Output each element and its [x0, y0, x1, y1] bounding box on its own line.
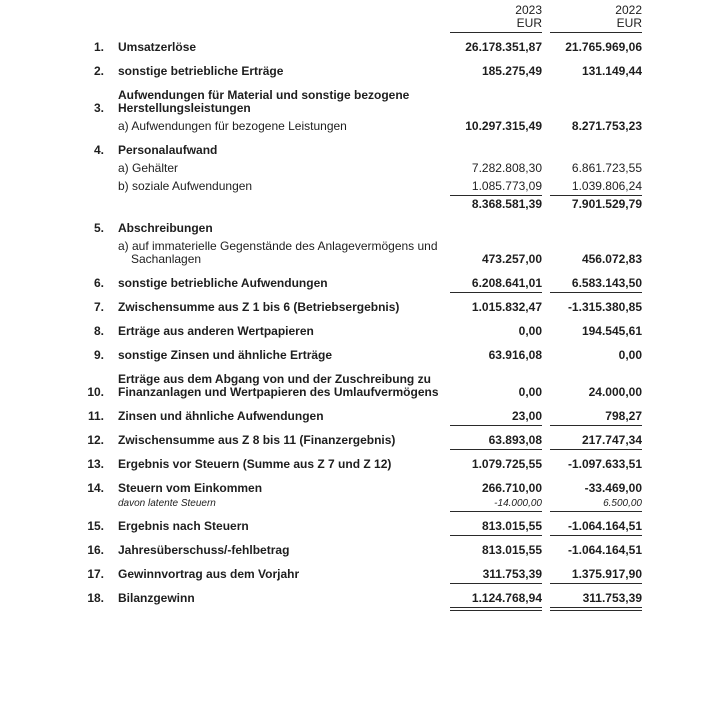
year-2022-label: 2022 — [615, 3, 642, 17]
row-number — [81, 508, 104, 512]
currency-2022-label: EUR — [616, 16, 642, 30]
row-label-line: Herstellungsleistungen — [118, 101, 251, 115]
column-headers — [81, 4, 720, 33]
row-label — [104, 520, 444, 536]
row-number: 4. — [93, 143, 104, 157]
value-2023: 26.178.351,87 — [465, 40, 542, 54]
value-2023: 6.208.641,01 — [444, 277, 542, 293]
row-label — [104, 349, 444, 365]
row-label-line: sonstige betriebliche Aufwendungen — [118, 276, 328, 290]
row-label-line: Umsatzerlöse — [118, 40, 197, 54]
row-label-line: Gewinnvortrag aus dem Vorjahr — [118, 567, 300, 581]
row-number: 17. — [87, 567, 104, 581]
row-label — [104, 568, 444, 584]
value-2023: 1.079.725,55 — [471, 457, 542, 471]
table-row — [81, 458, 720, 474]
value-2022: 1.375.917,90 — [542, 568, 642, 584]
row-number: 13. — [87, 457, 104, 471]
header-number-spacer — [81, 29, 104, 33]
row-label — [104, 222, 444, 238]
table-row — [81, 41, 720, 57]
value-2022: -1.064.164,51 — [567, 543, 642, 557]
row-number: 8. — [93, 324, 104, 338]
row-label — [104, 544, 444, 560]
value-2022: 7.901.529,79 — [571, 197, 642, 211]
row-number — [81, 265, 104, 269]
value-2023: 185.275,49 — [481, 64, 542, 78]
value-2023: -14.000,00 — [444, 498, 542, 512]
row-label — [104, 482, 444, 498]
value-2022: 6.500,00 — [542, 498, 642, 512]
value-2023: 8.368.581,39 — [471, 197, 542, 211]
value-2022 — [542, 235, 642, 238]
statement-rows — [81, 41, 720, 608]
row-number: 10. — [87, 385, 104, 399]
value-2023: 813.015,55 — [444, 520, 542, 536]
row-label-line: Abschreibungen — [118, 221, 213, 235]
row-number — [81, 132, 104, 136]
value-2023 — [444, 157, 542, 160]
row-label — [104, 240, 444, 269]
value-2022: 6.583.143,50 — [542, 277, 642, 293]
table-row — [81, 198, 720, 214]
value-2023 — [444, 235, 542, 238]
row-label — [104, 434, 444, 450]
table-row — [81, 301, 720, 317]
row-number: 2. — [93, 64, 104, 78]
value-2023: 311.753,39 — [444, 568, 542, 584]
value-2022: 1.039.806,24 — [542, 180, 642, 196]
table-row — [81, 162, 720, 178]
row-label — [104, 144, 444, 160]
value-2022: 131.149,44 — [581, 64, 642, 78]
value-2023: 10.297.315,49 — [465, 119, 542, 133]
value-2023: 813.015,55 — [481, 543, 542, 557]
value-2022: 798,27 — [542, 410, 642, 426]
row-label-line: Ergebnis vor Steuern (Summe aus Z 7 und Z 12) — [118, 457, 392, 471]
year-2023-header — [444, 4, 542, 33]
row-label-line: b) soziale Aufwendungen — [118, 179, 253, 193]
value-2022: 6.861.723,55 — [571, 161, 642, 175]
table-row — [81, 240, 720, 269]
row-number: 5. — [93, 221, 104, 235]
row-number: 16. — [87, 543, 104, 557]
row-label-line: Erträge aus dem Abgang von und der Zuschreibung zu — [118, 372, 431, 386]
row-label — [104, 120, 444, 136]
row-label-line: Aufwendungen für Material und sonstige bezogene — [118, 88, 410, 102]
row-label — [104, 65, 444, 81]
value-2023: 63.916,08 — [488, 348, 542, 362]
row-label — [104, 325, 444, 341]
table-row — [81, 498, 720, 512]
table-row — [81, 592, 720, 608]
row-label — [104, 498, 444, 512]
row-label — [104, 458, 444, 474]
value-2022: -1.064.164,51 — [542, 520, 642, 536]
table-row — [81, 349, 720, 365]
table-row — [81, 544, 720, 560]
value-2023: 63.893,08 — [444, 434, 542, 450]
row-label-line: Ergebnis nach Steuern — [118, 519, 249, 533]
row-label-line: Steuern vom Einkommen — [118, 481, 263, 495]
table-row — [81, 373, 720, 402]
table-row — [81, 482, 720, 498]
row-number — [81, 210, 104, 214]
value-2022: -33.469,00 — [584, 481, 642, 495]
table-row — [81, 89, 720, 118]
row-label-line: sonstige betriebliche Erträge — [118, 64, 284, 78]
table-row — [81, 120, 720, 136]
value-2022: 217.747,34 — [542, 434, 642, 450]
row-label-line: sonstige Zinsen und ähnliche Erträge — [118, 348, 333, 362]
year-2022-header — [542, 4, 642, 33]
row-label-line: Personalaufwand — [118, 143, 218, 157]
row-number: 18. — [87, 591, 104, 605]
row-number — [81, 174, 104, 178]
row-number — [81, 192, 104, 196]
value-2023: 23,00 — [444, 410, 542, 426]
row-number: 7. — [93, 300, 104, 314]
row-label-line: a) Aufwendungen für bezogene Leistungen — [118, 119, 347, 133]
row-number: 1. — [93, 40, 104, 54]
value-2022: 311.753,39 — [542, 592, 642, 608]
row-number: 14. — [87, 481, 104, 495]
row-label-line: Jahresüberschuss/-fehlbetrag — [118, 543, 290, 557]
value-2022: 194.545,61 — [581, 324, 642, 338]
row-label — [104, 592, 444, 608]
table-row — [81, 520, 720, 536]
row-label — [104, 162, 444, 178]
value-2023: 266.710,00 — [481, 481, 542, 495]
row-label-line: Finanzanlagen und Wertpapieren des Umlaufvermögens — [118, 385, 439, 399]
row-label-line: Bilanzgewinn — [118, 591, 195, 605]
row-label — [104, 373, 444, 402]
row-label — [104, 410, 444, 426]
row-label — [104, 210, 444, 214]
row-label-line: Zwischensumme aus Z 8 bis 11 (Finanzergebnis) — [118, 433, 396, 447]
row-label-line: Erträge aus anderen Wertpapieren — [118, 324, 314, 338]
row-label — [104, 41, 444, 57]
table-row — [81, 65, 720, 81]
table-row — [81, 180, 720, 196]
row-number: 3. — [93, 101, 104, 115]
value-2022: -1.315.380,85 — [567, 300, 642, 314]
table-row — [81, 325, 720, 341]
row-label-line: Sachanlagen — [131, 252, 202, 266]
row-label — [104, 180, 444, 196]
row-number: 9. — [93, 348, 104, 362]
value-2023: 1.124.768,94 — [444, 592, 542, 608]
value-2023: 0,00 — [518, 385, 542, 399]
value-2023: 1.085.773,09 — [444, 180, 542, 196]
row-number: 11. — [87, 409, 104, 423]
value-2022 — [542, 115, 642, 118]
value-2023: 473.257,00 — [481, 252, 542, 266]
value-2023: 0,00 — [518, 324, 542, 338]
value-2022: -1.097.633,51 — [567, 457, 642, 471]
table-row — [81, 434, 720, 450]
value-2022: 24.000,00 — [588, 385, 642, 399]
value-2022: 8.271.753,23 — [571, 119, 642, 133]
row-number: 15. — [87, 519, 104, 533]
value-2022 — [542, 157, 642, 160]
row-label — [104, 301, 444, 317]
table-row — [81, 568, 720, 584]
value-2023: 7.282.808,30 — [471, 161, 542, 175]
table-row — [81, 277, 720, 293]
row-label-line: Zinsen und ähnliche Aufwendungen — [118, 409, 324, 423]
row-label-line: a) auf immaterielle Gegenstände des Anlagevermögens und — [118, 239, 438, 253]
row-number: 6. — [93, 276, 104, 290]
header-label-spacer — [104, 29, 444, 33]
table-row — [81, 144, 720, 160]
row-label — [104, 277, 444, 293]
row-number: 12. — [87, 433, 104, 447]
value-2023: 1.015.832,47 — [471, 300, 542, 314]
value-2022: 456.072,83 — [581, 252, 642, 266]
row-label-line: Zwischensumme aus Z 1 bis 6 (Betriebsergebnis) — [118, 300, 400, 314]
row-label-line: a) Gehälter — [118, 161, 179, 175]
table-row — [81, 222, 720, 238]
row-label — [104, 89, 444, 118]
currency-2023-label: EUR — [516, 16, 542, 30]
year-2023-label: 2023 — [515, 3, 542, 17]
value-2022: 0,00 — [618, 348, 642, 362]
row-label-line: davon latente Steuern — [118, 498, 216, 509]
value-2022: 21.765.969,06 — [565, 40, 642, 54]
value-2023 — [444, 115, 542, 118]
table-row — [81, 410, 720, 426]
